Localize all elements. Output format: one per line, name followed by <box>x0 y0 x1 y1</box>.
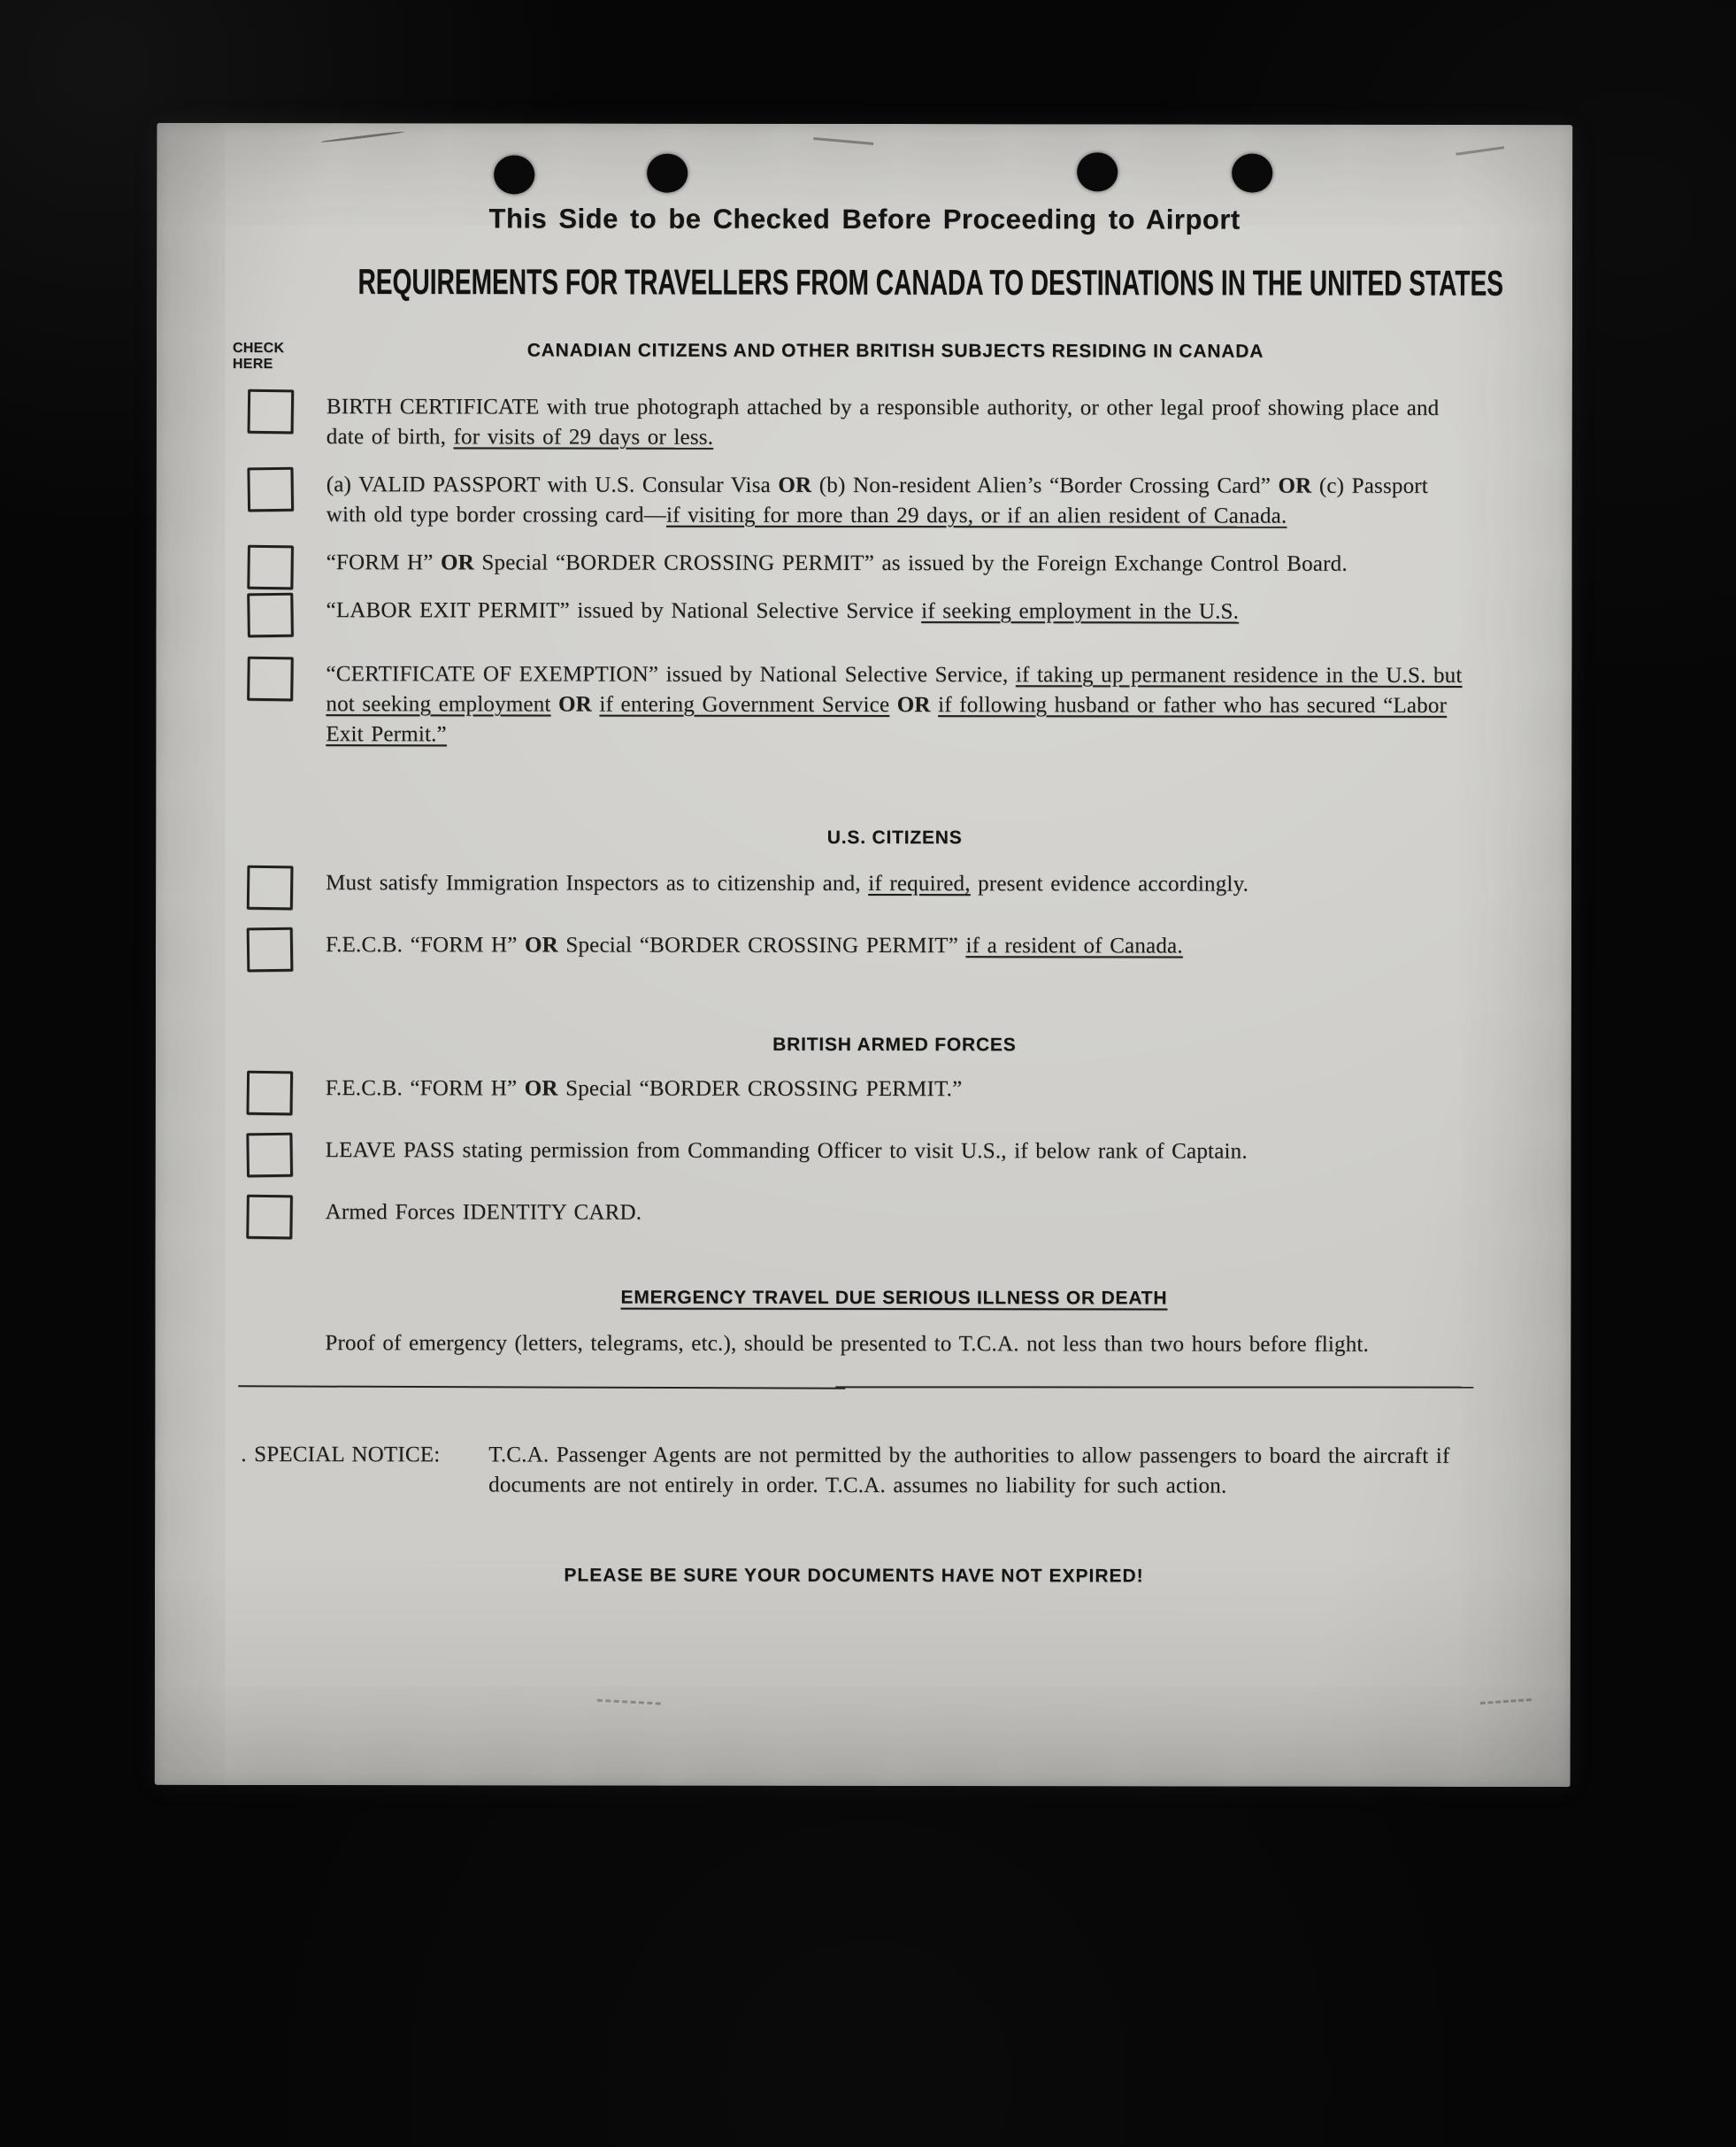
section-header-canadian: CANADIAN CITIZENS AND OTHER BRITISH SUBJECTS RESIDING IN CANADA <box>526 340 1264 362</box>
checklist-item-text <box>326 596 1475 627</box>
pencil-mark <box>597 1699 661 1705</box>
special-notice-label: . SPECIAL NOTICE: <box>241 1443 441 1467</box>
divider-segment <box>835 1386 1473 1388</box>
check-here-line2: HERE <box>232 357 273 373</box>
checkbox[interactable] <box>246 1195 293 1240</box>
text-run: “CERTIFICATE OF EXEMPTION” issued by National Selective Service, <box>326 662 1016 688</box>
form-title <box>157 263 1572 304</box>
underlined-text: for visits of 29 days or less. <box>453 425 714 450</box>
text-run: Armed Forces IDENTITY CARD. <box>325 1200 642 1225</box>
bold-text: OR <box>896 693 931 718</box>
text-run: “FORM H” <box>326 550 442 575</box>
checklist-item-fecb-form-h <box>235 930 1474 962</box>
checklist-item-identity-card <box>235 1197 1474 1229</box>
checklist-item-form-h <box>236 548 1475 580</box>
checklist-item-citizenship-evidence <box>235 868 1474 900</box>
checklist-item-text <box>326 392 1475 454</box>
text-run: (a) VALID PASSPORT with U.S. Consular Visa <box>326 473 779 497</box>
section-header-emergency: EMERGENCY TRAVEL DUE SERIOUS ILLNESS OR DEATH <box>620 1287 1168 1309</box>
special-notice <box>234 1440 1473 1502</box>
checkbox[interactable] <box>247 467 294 512</box>
form-body <box>234 334 1475 1589</box>
section-header-us: U.S. CITIZENS <box>826 827 963 849</box>
checkbox[interactable] <box>247 593 294 638</box>
special-notice-body: T.C.A. Passenger Agents are not permitted by the authorities to allow passengers to board the aircraft if documents are not entirely in order. T.C.A. assumes no liability for such action. <box>488 1443 1450 1498</box>
checklist-item-text <box>326 659 1474 751</box>
check-here-label <box>233 341 284 373</box>
punch-hole-icon <box>1077 152 1118 191</box>
bold-text: OR <box>524 933 558 958</box>
checklist-item-text <box>326 1074 1474 1105</box>
underlined-text: if seeking employment in the U.S. <box>921 599 1240 624</box>
check-here-line1: CHECK <box>232 341 285 357</box>
pencil-mark <box>320 130 404 142</box>
text-run <box>931 693 938 717</box>
punch-hole-icon <box>647 154 687 193</box>
checklist-item-forces-form-h <box>235 1074 1474 1105</box>
underlined-text: if taking up permanent residence in the U.S. but not seeking employment <box>326 663 1463 717</box>
text-run: BIRTH CERTIFICATE with true photograph attached by a responsible authority, or other legal proof showing place and date of birth, <box>326 395 1440 450</box>
divider-line <box>234 1385 1473 1390</box>
bold-text: OR <box>558 692 592 717</box>
underlined-text: if a resident of Canada. <box>965 934 1183 958</box>
text-run: “LABOR EXIT PERMIT” issued by National Selective Service <box>326 598 922 624</box>
bold-text: OR <box>524 1076 558 1101</box>
precheck-instruction: This Side to be Checked Before Proceeding to Airport <box>488 203 1241 235</box>
checkbox[interactable] <box>247 866 294 911</box>
text-run: Special “BORDER CROSSING PERMIT.” <box>557 1076 963 1102</box>
section-header-forces: BRITISH ARMED FORCES <box>772 1034 1017 1056</box>
bold-text: OR <box>441 550 474 575</box>
footer-reminder: PLEASE BE SURE YOUR DOCUMENTS HAVE NOT EXPIRED! <box>564 1565 1144 1587</box>
pencil-mark <box>1480 1698 1532 1705</box>
emergency-note: Proof of emergency (letters, telegrams, etc.), should be presented to T.C.A. not less than two hours before flight. <box>325 1331 1370 1357</box>
underlined-text: if visiting for more than 29 days, or if an alien resident of Canada. <box>665 503 1287 528</box>
checklist-item-text <box>326 470 1475 532</box>
checkbox[interactable] <box>247 927 294 973</box>
text-run: Special “BORDER CROSSING PERMIT” as issued by the Foreign Exchange Control Board. <box>473 550 1348 576</box>
text-run: Special “BORDER CROSSING PERMIT” <box>557 933 966 958</box>
bold-text: OR <box>1278 473 1312 498</box>
bold-text: OR <box>778 473 812 497</box>
text-run: LEAVE PASS stating permission from Commanding Officer to visit U.S., if below rank of Captain. <box>325 1138 1248 1164</box>
text-run <box>592 693 599 717</box>
checkbox[interactable] <box>246 1071 293 1116</box>
punch-hole-icon <box>494 155 534 194</box>
section-british-armed-forces <box>235 1033 1474 1229</box>
section-canadian-citizens <box>232 339 1475 751</box>
text-run: present evidence accordingly. <box>970 872 1249 897</box>
checkbox[interactable] <box>246 1133 293 1178</box>
checklist-item-certificate-of-exemption <box>235 659 1474 751</box>
text-run: F.E.C.B. “FORM H” <box>325 933 526 958</box>
text-run: F.E.C.B. “FORM H” <box>325 1076 525 1101</box>
underlined-text: if following husband or father who has secured “Labor Exit Permit.” <box>326 693 1448 747</box>
text-run <box>551 693 558 717</box>
checklist-item-passport <box>236 470 1475 532</box>
punch-hole-icon <box>1232 154 1272 193</box>
checklist-item-text <box>326 548 1475 580</box>
checkbox[interactable] <box>247 545 294 590</box>
checkbox[interactable] <box>247 657 294 702</box>
scanned-form <box>155 123 1573 1787</box>
text-run: Must satisfy Immigration Inspectors as to citizenship and, <box>326 871 869 897</box>
checklist-item-text <box>326 930 1474 962</box>
checklist-item-labor-exit-permit <box>236 596 1475 627</box>
checklist-item-text <box>326 1135 1474 1167</box>
checkbox[interactable] <box>248 389 295 435</box>
form-title-text: REQUIREMENTS FOR TRAVELLERS FROM CANADA TO DESTINATIONS IN THE UNITED STATES <box>357 262 1504 304</box>
section-emergency-travel <box>234 1286 1473 1360</box>
divider-segment <box>238 1385 845 1389</box>
pencil-mark <box>1456 146 1504 156</box>
text-run: (b) Non-resident Alien’s “Border Crossing Card” <box>811 473 1279 498</box>
pencil-mark <box>813 137 873 145</box>
underlined-text: if required, <box>868 872 971 897</box>
underlined-text: if entering Government Service <box>599 692 890 718</box>
checklist-item-text <box>326 1197 1474 1229</box>
checklist-item-text <box>326 868 1474 900</box>
section-us-citizens <box>235 826 1474 962</box>
checklist-item-birth-certificate <box>236 392 1475 454</box>
checklist-item-leave-pass <box>235 1135 1474 1167</box>
text-run: (c) Passport with old type border crossing card— <box>326 473 1428 527</box>
